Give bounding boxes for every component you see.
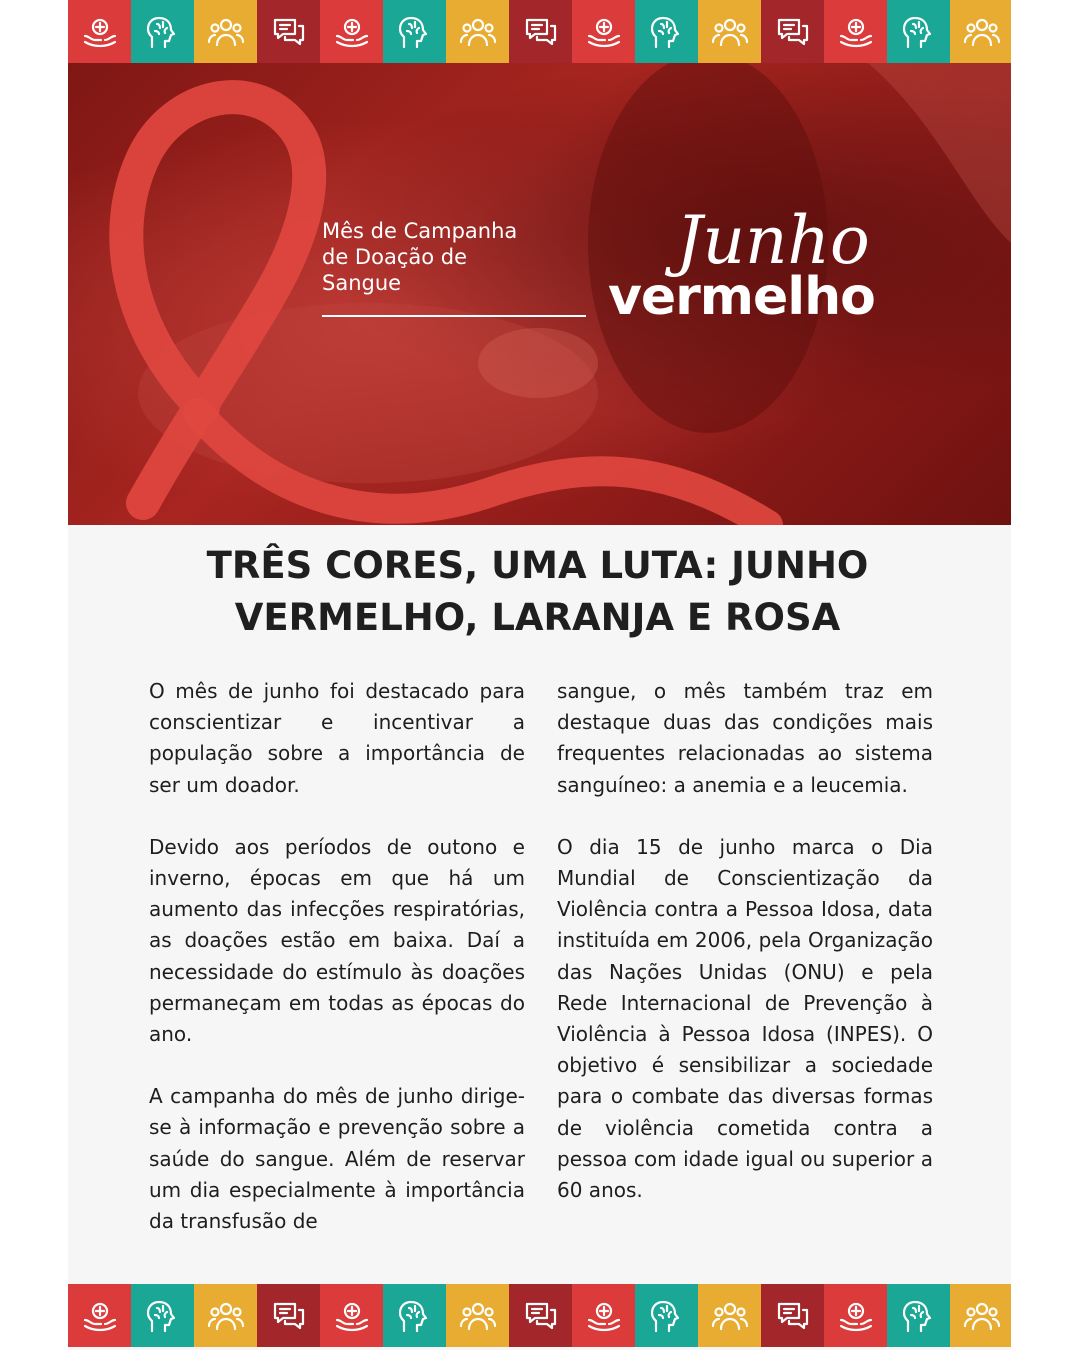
banner-tile xyxy=(509,1284,572,1347)
caring-hands-icon xyxy=(836,12,876,52)
banner-tile xyxy=(257,1284,320,1347)
banner-tile xyxy=(824,0,887,63)
banner-tile xyxy=(950,0,1011,63)
banner-tile xyxy=(257,0,320,63)
people-group-icon xyxy=(710,12,750,52)
brain-icon xyxy=(899,12,939,52)
article-headline: TRÊS CORES, UMA LUTA: JUNHO VERMELHO, LARANJA E ROSA xyxy=(206,544,869,639)
people-group-icon xyxy=(458,1296,498,1336)
right-text-column xyxy=(557,676,933,1237)
banner-tile xyxy=(509,0,572,63)
caring-hands-icon xyxy=(80,1296,120,1336)
banner-tile xyxy=(761,1284,824,1347)
brain-icon xyxy=(899,1296,939,1336)
banner-tile xyxy=(887,1284,950,1347)
people-group-icon xyxy=(206,1296,246,1336)
caring-hands-icon xyxy=(80,12,120,52)
brain-icon xyxy=(647,12,687,52)
brain-icon xyxy=(143,1296,183,1336)
banner-tile xyxy=(194,1284,257,1347)
brain-icon xyxy=(143,12,183,52)
article-paragraph: Devido aos períodos de outono e inverno, épocas em que há um aumento das infecções respiratórias, as doações estão em baixa. Daí a necessidade do estímulo às doações permaneçam em todas as épocas do ano. xyxy=(149,834,525,1047)
caring-hands-icon xyxy=(332,1296,372,1336)
people-group-icon xyxy=(206,12,246,52)
article-paragraph: sangue, o mês também traz em destaque duas das condições mais frequentes relacionadas ao sistema sanguíneo: a anemia e a leucemia. xyxy=(557,679,933,797)
banner-tile xyxy=(824,1284,887,1347)
banner-tile xyxy=(320,0,383,63)
banner-tile xyxy=(131,0,194,63)
banner-tile xyxy=(68,0,131,63)
banner-tile xyxy=(194,0,257,63)
people-group-icon xyxy=(458,12,498,52)
banner-tile xyxy=(383,0,446,63)
brain-icon xyxy=(395,12,435,52)
speech-bubbles-icon xyxy=(773,1296,813,1336)
article-paragraph: A campanha do mês de junho dirige-se à informação e prevenção sobre a saúde do sangue. Além de reservar um dia especialmente à importância da transfusão de xyxy=(149,1084,525,1234)
script-title: Junho xyxy=(676,202,870,279)
left-text-column xyxy=(149,676,525,1268)
people-group-icon xyxy=(962,1296,1002,1336)
caring-hands-icon xyxy=(584,12,624,52)
banner-tile xyxy=(950,1284,1011,1347)
banner-tile xyxy=(635,1284,698,1347)
banner-tile xyxy=(887,0,950,63)
article-paragraph: O dia 15 de junho marca o Dia Mundial de Conscientização da Violência contra a Pessoa Idosa, data instituída em 2006, pela Organização das Nações Unidas (ONU) e pela Rede Internacional de Prevenção à Violência à Pessoa Idosa (INPES). O objetivo é sensibilizar a sociedade para o combate das diversas formas de violência cometida contra a pessoa com idade igual ou superior a 60 anos. xyxy=(557,834,933,1203)
banner-tile xyxy=(761,0,824,63)
campaign-title: vermelho xyxy=(608,267,875,327)
banner-tile xyxy=(572,1284,635,1347)
speech-bubbles-icon xyxy=(269,1296,309,1336)
speech-bubbles-icon xyxy=(521,1296,561,1336)
hero-banner xyxy=(68,63,1011,525)
campaign-subtitle: Mês de Campanha de Doação de Sangue xyxy=(322,219,518,295)
banner-tile xyxy=(572,0,635,63)
people-group-icon xyxy=(710,1296,750,1336)
banner-tile xyxy=(446,0,509,63)
banner-tile xyxy=(320,1284,383,1347)
banner-tile xyxy=(635,0,698,63)
subtitle-divider xyxy=(322,315,586,317)
caring-hands-icon xyxy=(836,1296,876,1336)
speech-bubbles-icon xyxy=(269,12,309,52)
top-icon-banner xyxy=(68,0,1011,63)
banner-tile xyxy=(698,1284,761,1347)
caring-hands-icon xyxy=(332,12,372,52)
caring-hands-icon xyxy=(584,1296,624,1336)
speech-bubbles-icon xyxy=(521,12,561,52)
speech-bubbles-icon xyxy=(773,12,813,52)
people-group-icon xyxy=(962,12,1002,52)
banner-tile xyxy=(383,1284,446,1347)
banner-tile xyxy=(131,1284,194,1347)
article-paragraph: O mês de junho foi destacado para conscientizar e incentivar a população sobre a importância de ser um doador. xyxy=(149,679,525,797)
brain-icon xyxy=(395,1296,435,1336)
banner-tile xyxy=(698,0,761,63)
banner-tile xyxy=(68,1284,131,1347)
banner-tile xyxy=(446,1284,509,1347)
brain-icon xyxy=(647,1296,687,1336)
bottom-icon-banner xyxy=(68,1284,1011,1347)
